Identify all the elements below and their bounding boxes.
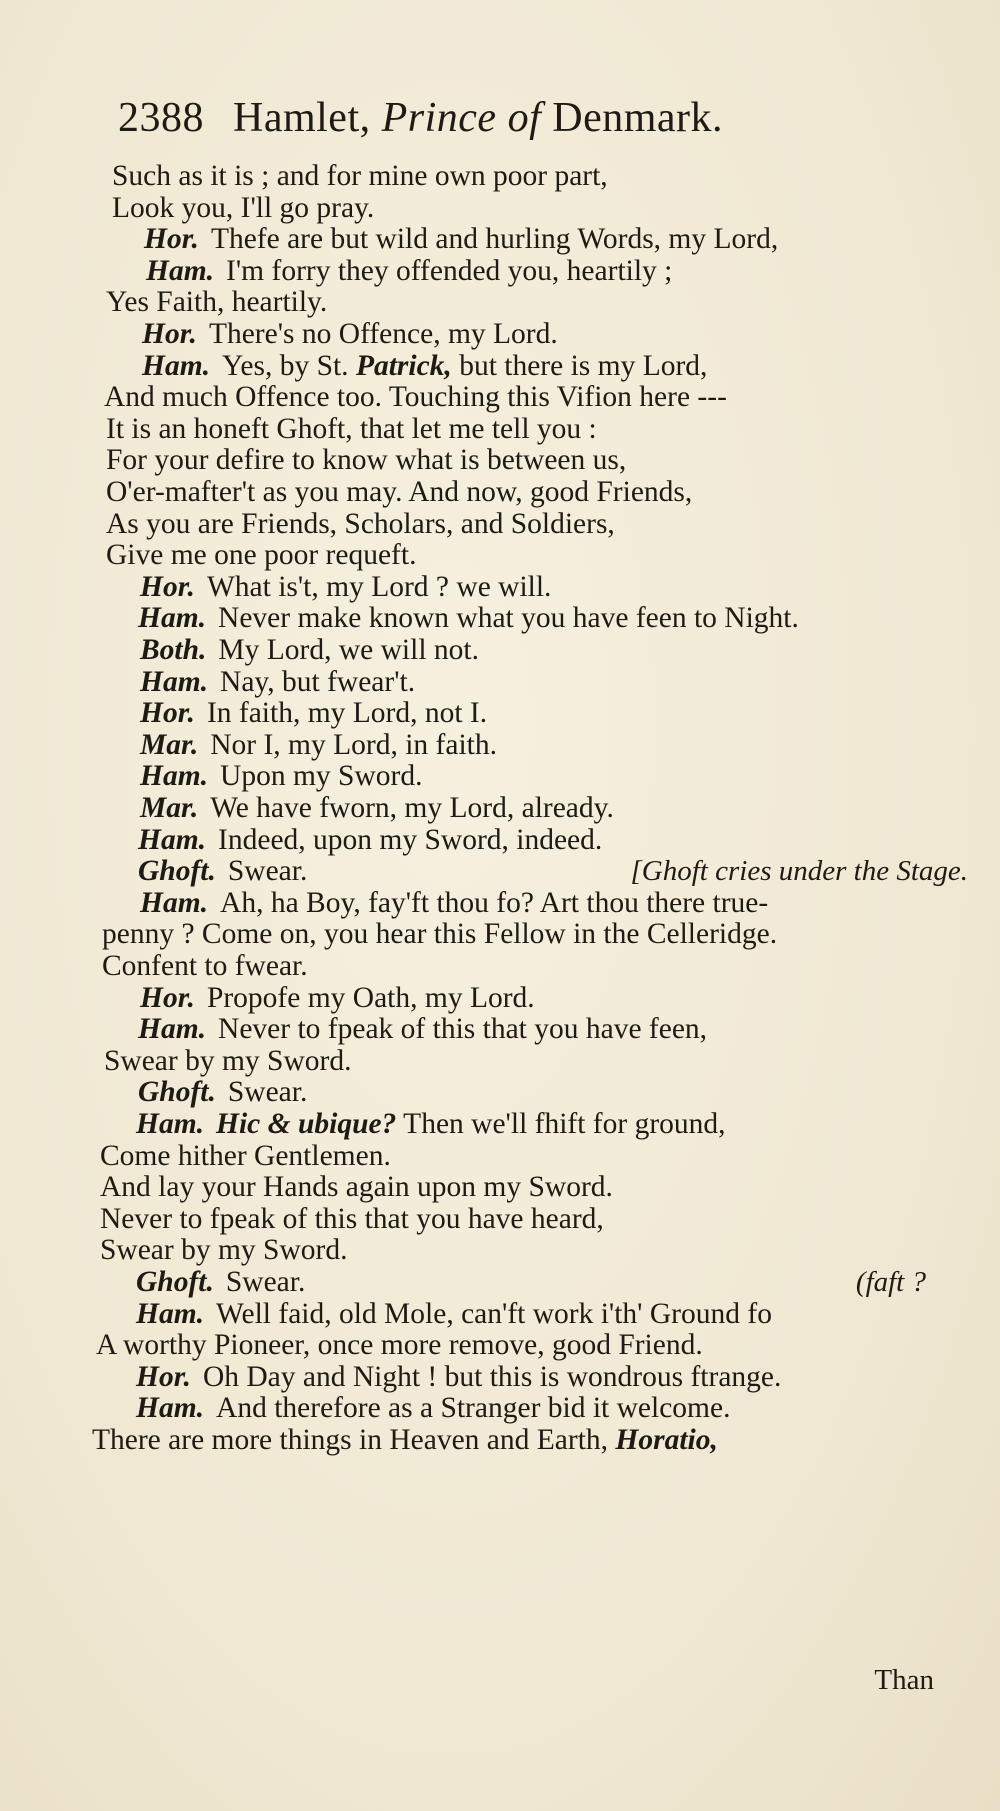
line-text: What is't, my Lord ? we will. — [206, 570, 552, 603]
speaker-name: Ham. — [140, 760, 209, 793]
line-text: Yes, by St. — [222, 349, 356, 382]
line-text: Such as it is ; and for mine own poor part, — [112, 160, 608, 192]
italic-phrase: Hic & ubique? — [216, 1108, 397, 1140]
italic-name: Horatio, — [615, 1424, 718, 1456]
text-line — [106, 442, 626, 478]
line-text: O'er-mafter't as you may. And now, good Friends, — [106, 476, 693, 508]
line-text: Look you, I'll go pray. — [112, 191, 375, 224]
text-line — [136, 1390, 730, 1426]
line-text: Come hither Gentlemen. — [100, 1139, 391, 1172]
speaker-name: Hor. — [144, 223, 199, 256]
text-line — [104, 1043, 351, 1079]
line-text: Indeed, upon my Sword, indeed. — [218, 823, 603, 856]
speaker-name: Mar. — [140, 792, 199, 824]
line-text: Never make known what you have feen to Night. — [218, 602, 799, 635]
text-line — [100, 1201, 604, 1237]
line-text: Swear by my Sword. — [104, 1044, 352, 1077]
line-text: There are more things in Heaven and Earth, — [92, 1424, 616, 1456]
text-line — [138, 1011, 707, 1047]
text-line — [140, 695, 487, 731]
speaker-name: Ham. — [140, 886, 209, 919]
text-line — [106, 474, 692, 510]
speaker-name: Ham. — [146, 254, 215, 287]
line-text: For your defire to know what is between us, — [106, 444, 627, 477]
page-number: 2388 — [118, 95, 204, 141]
text-line — [136, 1264, 305, 1300]
speaker-name: Hor. — [140, 981, 195, 1014]
line-text: Never to fpeak of this that you have feen, — [218, 1013, 708, 1046]
speaker-name: Ghoft. — [138, 855, 216, 888]
line-text: In faith, my Lord, not I. — [206, 697, 488, 730]
text-line — [106, 411, 597, 447]
header-title-prince-of: Prince of — [381, 95, 542, 141]
text-line — [138, 1074, 307, 1110]
line-text: It is an honeft Ghoft, that let me tell you : — [106, 412, 597, 445]
line-text: I'm forry they offended you, heartily ; — [226, 254, 673, 287]
line-text: Nor I, my Lord, in faith. — [210, 728, 497, 761]
text-line — [144, 221, 778, 257]
line-text-continued: but there is my Lord, — [451, 349, 708, 382]
text-line — [140, 885, 768, 921]
italic-name: Patrick, — [355, 349, 452, 382]
text-line — [138, 600, 799, 636]
line-text: Never to fpeak of this that you have heard, — [100, 1202, 604, 1235]
line-text: Yes Faith, heartily. — [106, 286, 328, 319]
line-text: Propofe my Oath, my Lord. — [206, 981, 535, 1014]
text-line — [138, 853, 307, 889]
line-text: Well faid, old Mole, can'ft work i'th' Ground fo — [216, 1297, 772, 1330]
speaker-name: Ham. — [136, 1108, 205, 1140]
text-line — [140, 980, 535, 1016]
page-header — [118, 88, 723, 148]
text-line — [96, 1327, 703, 1363]
header-title-denmark: Denmark. — [552, 95, 724, 141]
stage-direction: (faft ? — [855, 1266, 926, 1298]
text-line — [140, 790, 614, 826]
text-line — [100, 1138, 391, 1174]
text-line — [92, 1422, 718, 1458]
line-text: Give me one poor requeft. — [106, 539, 417, 572]
text-line — [140, 727, 497, 763]
line-text: Oh Day and Night ! but this is wondrous ftrange. — [202, 1360, 782, 1393]
line-text: Swear. — [225, 1266, 306, 1298]
line-text: Thefe are but wild and hurling Words, my Lord, — [210, 223, 779, 256]
text-line — [100, 1232, 347, 1268]
text-line — [140, 664, 415, 700]
text-line — [106, 537, 416, 573]
line-text: As you are Friends, Scholars, and Soldiers, — [106, 507, 615, 540]
speaker-name: Ham. — [142, 349, 211, 382]
text-line — [142, 316, 558, 352]
speaker-name: Ham. — [136, 1297, 205, 1330]
stage-direction: [Ghoft cries under the Stage. — [630, 855, 968, 888]
speaker-name: Ham. — [138, 602, 207, 635]
catchword: Than — [874, 1664, 934, 1696]
speaker-name: Ham. — [136, 1392, 205, 1425]
speaker-name: Hor. — [136, 1360, 191, 1393]
text-line — [140, 632, 479, 668]
text-line — [100, 1169, 613, 1205]
speaker-name: Ghoft. — [138, 1076, 216, 1109]
text-line — [140, 758, 422, 794]
line-text: And lay your Hands again upon my Sword. — [100, 1171, 613, 1204]
line-text: We have fworn, my Lord, already. — [210, 792, 614, 824]
header-title-hamlet: Hamlet, — [233, 95, 371, 141]
line-text: A worthy Pioneer, once more remove, good Friend. — [96, 1329, 703, 1362]
speaker-name: Mar. — [140, 728, 199, 761]
speaker-name: Hor. — [140, 697, 195, 730]
text-line — [140, 569, 551, 605]
line-text: My Lord, we will not. — [218, 634, 479, 666]
speaker-name: Ham. — [140, 665, 209, 698]
text-line — [136, 1359, 781, 1395]
text-line — [102, 916, 777, 952]
text-line — [112, 158, 608, 194]
line-text: And therefore as a Stranger bid it welcome. — [216, 1392, 731, 1425]
speaker-name: Hor. — [142, 318, 197, 350]
text-line — [106, 506, 615, 542]
line-text: Swear. — [227, 1076, 308, 1109]
line-text: Confent to fwear. — [102, 950, 308, 982]
speaker-name: Hor. — [140, 570, 195, 603]
text-line — [136, 1106, 726, 1142]
line-text: Ah, ha Boy, fay'ft thou fo? Art thou there true- — [220, 886, 769, 919]
text-line — [146, 253, 672, 289]
speaker-name: Ham. — [138, 823, 207, 856]
text-line — [138, 822, 602, 858]
speaker-name: Ghoft. — [136, 1266, 214, 1298]
speaker-name: Both. — [140, 634, 207, 666]
text-line — [142, 348, 707, 384]
line-text: Then we'll fhift for ground, — [396, 1108, 726, 1140]
line-text: Swear. — [227, 855, 308, 888]
text-line — [136, 1296, 772, 1332]
text-line — [106, 284, 327, 320]
line-text: There's no Offence, my Lord. — [208, 318, 558, 350]
line-text: Swear by my Sword. — [100, 1234, 348, 1267]
text-line — [112, 190, 374, 226]
line-text: Upon my Sword. — [220, 760, 423, 793]
line-text: And much Offence too. Touching this Vifion here --- — [104, 381, 727, 414]
text-line — [102, 948, 308, 984]
text-line — [104, 379, 727, 415]
line-text: penny ? Come on, you hear this Fellow in the Celleridge. — [102, 918, 778, 951]
speaker-name: Ham. — [138, 1013, 207, 1046]
line-text: Nay, but fwear't. — [220, 665, 416, 698]
